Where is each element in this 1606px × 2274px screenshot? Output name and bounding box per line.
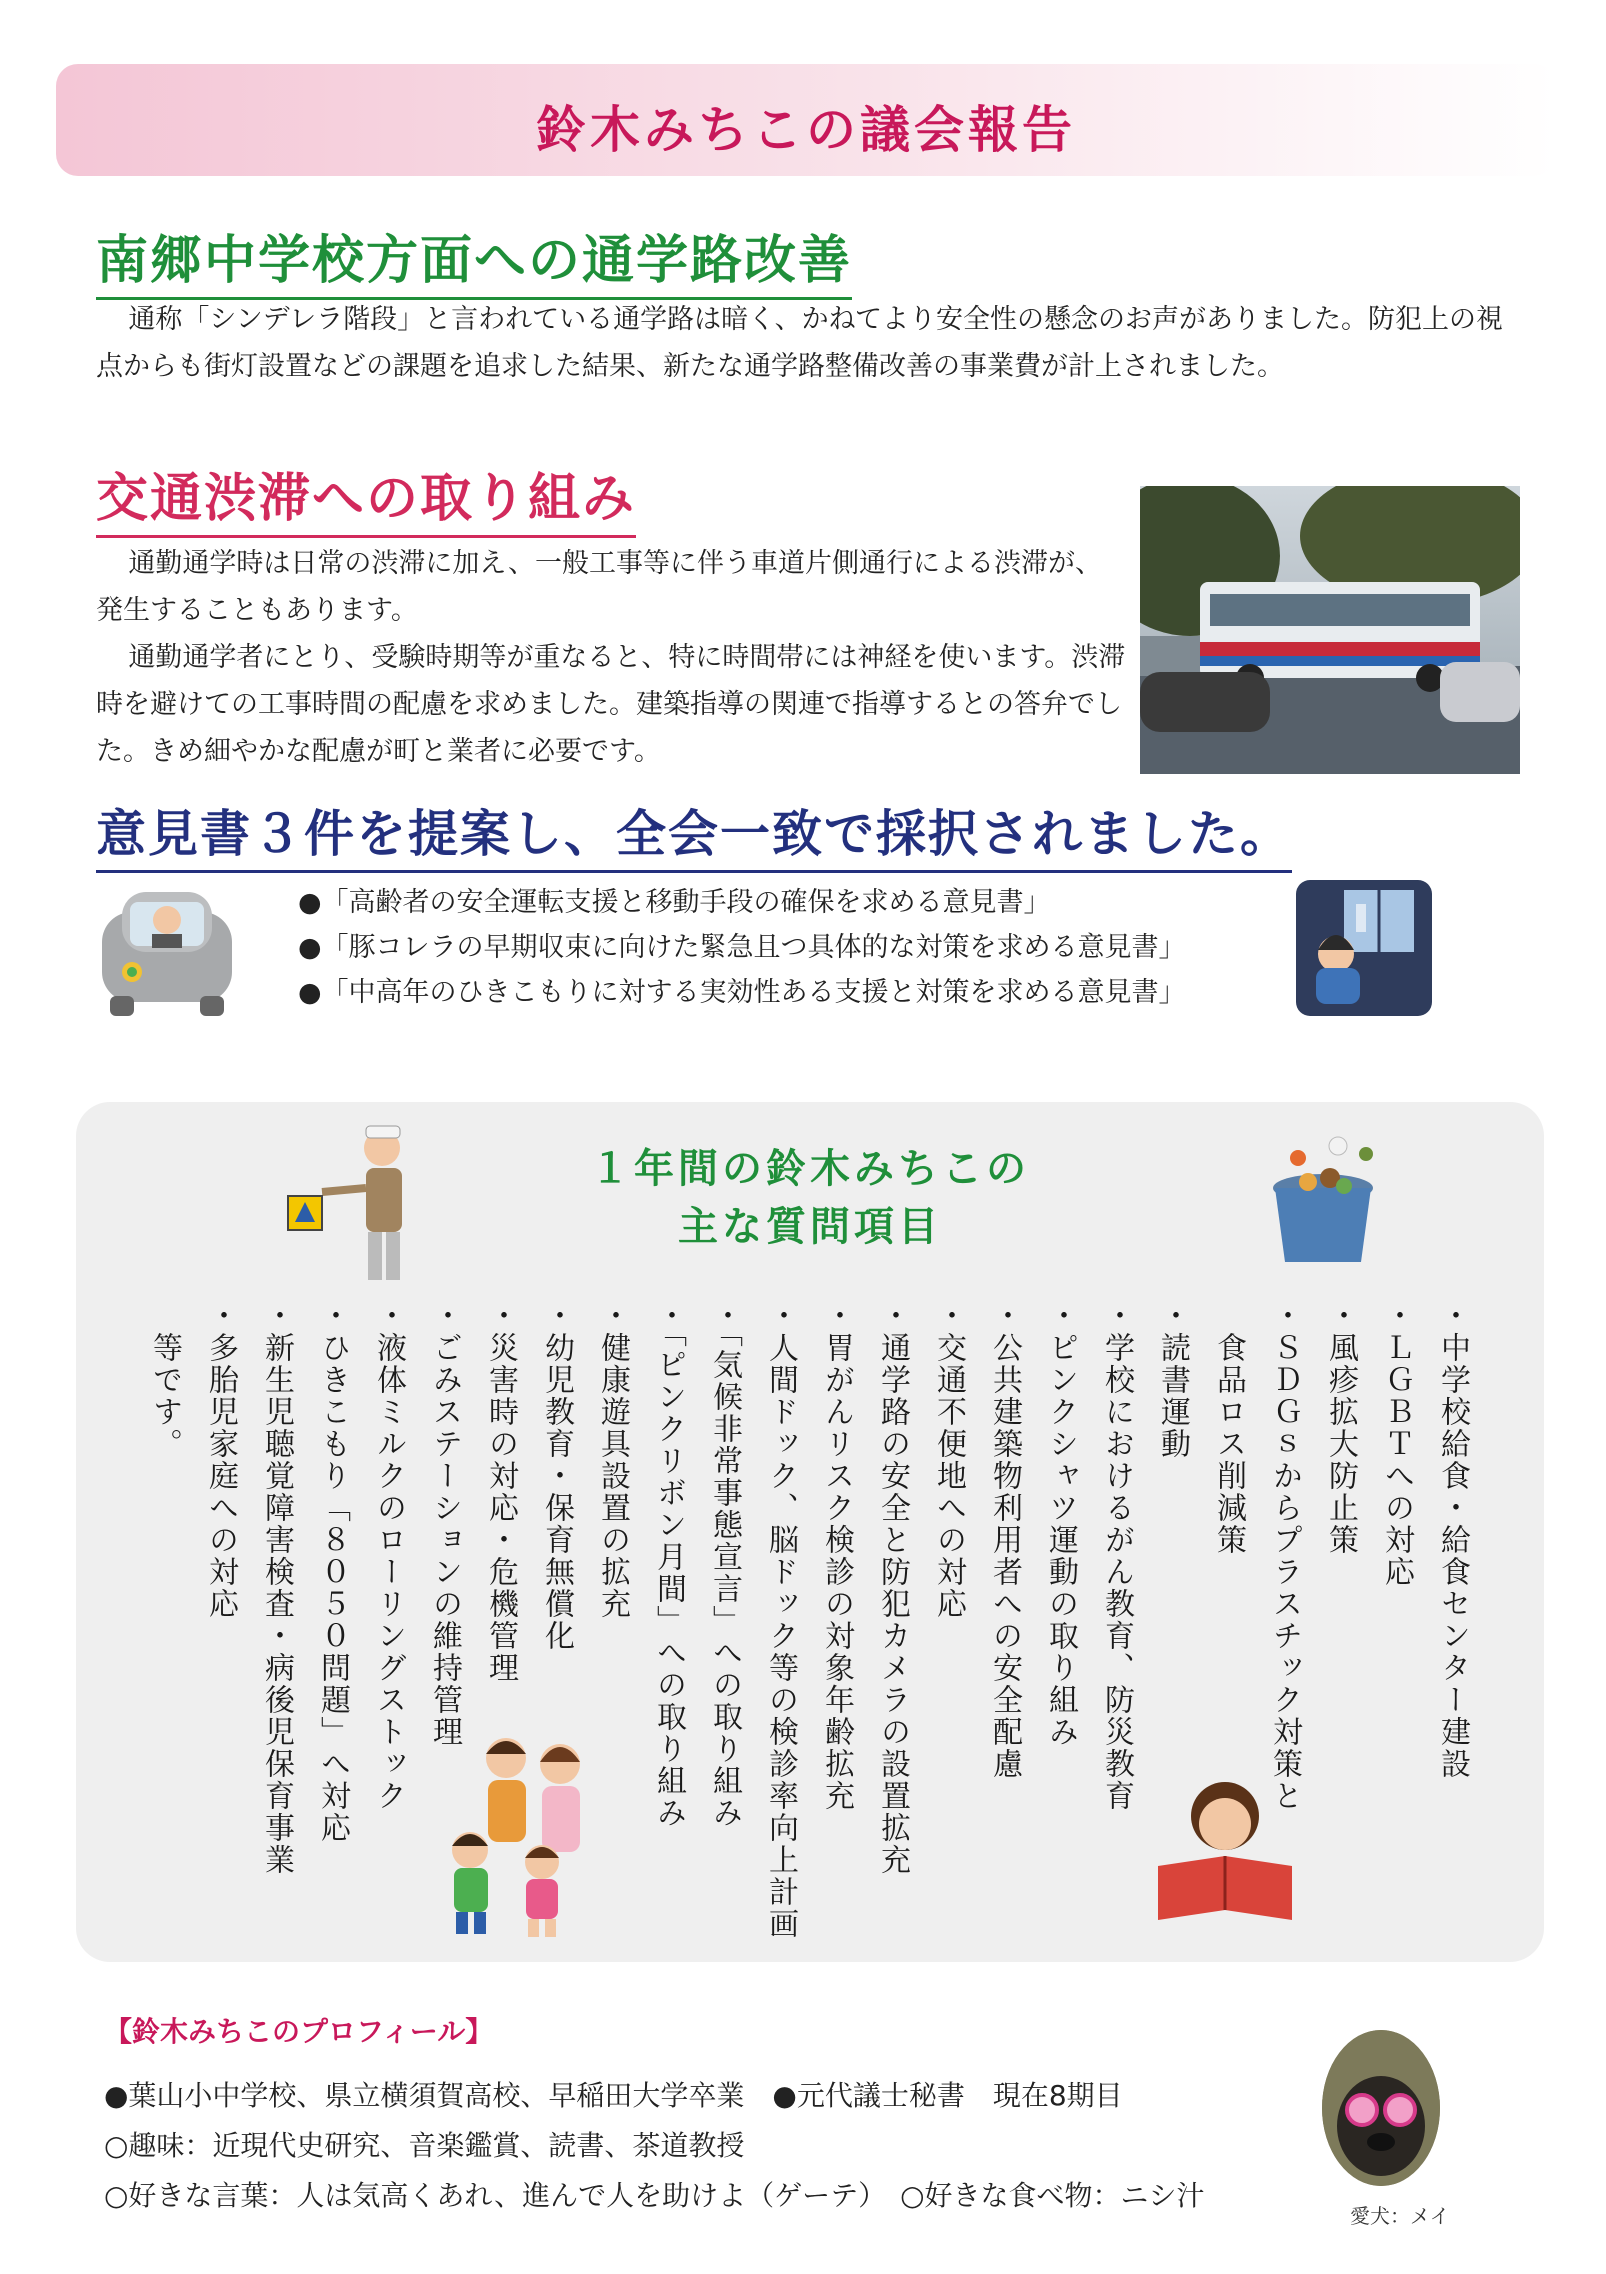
question-item: ・胃がんリスク検診の対象年齢拡充 xyxy=(819,1300,854,1812)
profile-hobbies: ○趣味：近現代史研究、音楽鑑賞、読書、茶道教授 xyxy=(104,2129,745,2162)
question-item: 食品ロス削減策 xyxy=(1211,1300,1246,1556)
question-item: ・公共建築物利用者への安全配慮 xyxy=(987,1300,1022,1780)
question-item: ・新生児聴覚障害検査・病後児保育事業 xyxy=(259,1300,294,1876)
question-item: ・幼児教育・保育無償化 xyxy=(539,1300,574,1652)
reading-woman-illustration xyxy=(1150,1770,1300,1930)
question-item: ・学校におけるがん教育、防災教育 xyxy=(1099,1300,1134,1812)
question-item: ・ごみステーションの維持管理 xyxy=(427,1300,462,1748)
question-item: ・多胎児家庭への対応 xyxy=(203,1300,238,1620)
paragraph: 通称「シンデレラ階段」と言われている通学路は暗く、かねてより安全性の懸念のお声がありました。防犯上の視点からも街灯設置などの課題を追求した結果、新たな通学路整備改善の事業費が計上されました。 xyxy=(96,304,1503,382)
question-item: ・通学路の安全と防犯カメラの設置拡充 xyxy=(875,1300,910,1876)
section-heading-school-route: 南郷中学校方面への通学路改善 xyxy=(96,218,852,300)
paragraph: 通勤通学時は日常の渋滞に加え、一般工事等に伴う車道片側通行による渋滞が、発生することもあります。 xyxy=(96,548,1103,626)
elderly-driver-car-icon xyxy=(92,872,242,1022)
section-heading-opinions: 意見書３件を提案し、全会一致で採択されました。 xyxy=(96,794,1292,873)
question-item: ・「気候非常事態宣言」への取り組み xyxy=(707,1300,742,1829)
question-item: ・ひきこもり「８０５０問題」へ対応 xyxy=(315,1300,350,1844)
section-paragraph-school-route xyxy=(96,296,1526,390)
section-paragraph-traffic xyxy=(96,540,1126,775)
list-item: ●「中高年のひきこもりに対する実効性ある支援と対策を求める意見書」 xyxy=(298,977,1186,1008)
question-item: ・液体ミルクのローリングストック xyxy=(371,1300,406,1812)
question-item: ・交通不便地への対応 xyxy=(931,1300,966,1620)
questions-title-line1: １年間の鈴木みちこの xyxy=(590,1146,1030,1192)
list-item: ●「豚コレラの早期収束に向けた緊急且つ具体的な対策を求める意見書」 xyxy=(298,932,1186,963)
questions-title-line2: 主な質問項目 xyxy=(678,1204,942,1250)
question-item: ・「ピンクリボン月間」への取り組み xyxy=(651,1300,686,1829)
dog-caption: 愛犬：メイ xyxy=(1350,2204,1450,2228)
paragraph: 通勤通学者にとり、受験時期等が重なると、特に時間帯には神経を使います。渋滞時を避けての工事時間の配慮を求めました。建築指導の関連で指導するとの答弁でした。きめ細やかな配慮が町と業者に必要です。 xyxy=(96,642,1126,767)
hikikomori-person-icon xyxy=(1296,880,1432,1016)
profile-education: ●葉山小中学校、県立横須賀高校、早稲田大学卒業 ●元代議士秘書 現在8期目 xyxy=(104,2079,1123,2112)
question-item: ・読書運動 xyxy=(1155,1300,1190,1460)
page-title: 鈴木みちこの議会報告 xyxy=(536,100,1076,159)
crossing-guard-icon xyxy=(282,1118,442,1288)
profile-favorites: ○好きな言葉：人は気高くあれ、進んで人を助けよ（ゲーテ） ○好きな食べ物：ニシ汁 xyxy=(104,2179,1205,2212)
questions-title xyxy=(560,1140,1060,1256)
food-waste-bin-icon xyxy=(1248,1124,1398,1272)
header-banner xyxy=(56,64,1556,176)
question-item: ・人間ドック、脳ドック等の検診率向上計画 xyxy=(763,1300,798,1940)
question-item: ・健康遊具設置の拡充 xyxy=(595,1300,630,1620)
opinion-list xyxy=(298,880,1186,1015)
family-illustration xyxy=(430,1730,620,1940)
bus-photo xyxy=(1140,486,1520,774)
section-heading-traffic: 交通渋滞への取り組み xyxy=(96,456,636,538)
list-item: ●「高齢者の安全運転支援と移動手段の確保を求める意見書」 xyxy=(298,887,1051,918)
question-item: ・ＬＧＢＴへの対応 xyxy=(1379,1300,1414,1588)
dog-photo xyxy=(1322,2030,1440,2186)
question-item: ・中学校給食・給食センター建設 xyxy=(1435,1300,1470,1780)
question-item: ・ピンクシャツ運動の取り組み xyxy=(1043,1300,1078,1748)
question-item: 等です。 xyxy=(147,1300,182,1460)
question-item: ・ＳＤＧｓからプラスチック対策と xyxy=(1267,1300,1302,1812)
profile-heading: 【鈴木みちこのプロフィール】 xyxy=(104,2015,494,2048)
question-item: ・災害時の対応・危機管理 xyxy=(483,1300,518,1684)
question-item: ・風疹拡大防止策 xyxy=(1323,1300,1358,1556)
